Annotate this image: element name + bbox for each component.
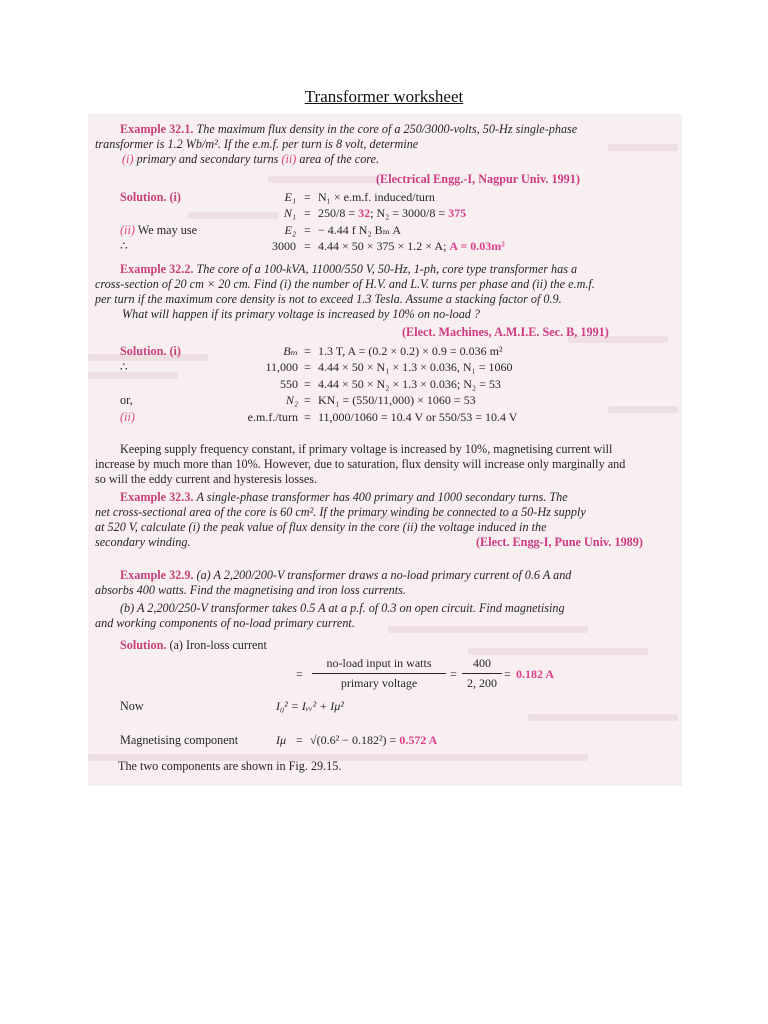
ex2-line-2: cross-section of 20 cm × 20 cm. Find (i) the number of H.V. and L.V. turns per phase and (ii) the e.m.f. [95, 277, 595, 291]
ex1-eq2-part: 250/8 = [318, 206, 359, 220]
ex2-line-4: What will happen if its primary voltage is increased by 10% on no-load ? [122, 307, 481, 321]
equals-sign: = [304, 206, 311, 220]
ex4-solution-label: Solution. [120, 638, 167, 652]
ex2-eq4-lhs: N₂ [285, 393, 298, 407]
magnetising-expression [310, 733, 437, 748]
magnetising-result: 0.572 A [399, 733, 438, 747]
ex2-eq3-lhs: 550 [280, 377, 298, 391]
ex4-solution-line [120, 638, 267, 653]
ex2-line-1 [120, 262, 577, 277]
ex3-text: A single-phase transformer has 400 primary and 1000 secondary turns. The [196, 490, 568, 504]
page-title: Transformer worksheet [304, 87, 464, 106]
ex2-or-label: or, [120, 393, 133, 407]
therefore-symbol: ∴ [120, 239, 128, 253]
bleed-through [268, 176, 378, 183]
ex1-eq4-lhs: 3000 [272, 239, 296, 253]
bleed-through [468, 648, 648, 655]
ex1-line-1 [120, 122, 577, 137]
fraction-numerator: 400 [473, 656, 491, 670]
ex3-line-3: at 520 V, calculate (i) the peak value of flux density in the core (ii) the voltage induced in the [95, 520, 547, 534]
ex1-solution-label: Solution. (i) [120, 190, 181, 204]
ex1-eq4-rhs [318, 239, 505, 254]
ex1-line-3 [122, 152, 379, 167]
ex1-eq3-rhs: − 4.44 f N₂ Bₘ A [318, 223, 401, 237]
fraction-denominator: 2, 200 [467, 676, 497, 690]
ex1-step-label [120, 223, 197, 238]
magnetising-label: Magnetising component [120, 733, 239, 747]
ex2-eq5-rhs: 11,000/1060 = 10.4 V or 550/53 = 10.4 V [318, 410, 518, 424]
ex4-text: (a) A 2,200/200-V transformer draws a no-load primary current of 0.6 A and [196, 568, 572, 582]
ex1-eq2-part: ; N₂ = 3000/8 = [370, 206, 449, 220]
therefore-symbol: ∴ [120, 360, 128, 374]
ex1-eq1-lhs: E₁ [284, 190, 296, 204]
para-line-3: so will the eddy current and hysteresis losses. [95, 472, 318, 486]
ex1-core-area: A = 0.03m² [449, 239, 505, 253]
fraction-numerator: no-load input in watts [326, 656, 432, 670]
equals-sign: = [304, 344, 311, 358]
current-relation: I₀² = Iᵥᵥ² + Iμ² [276, 699, 344, 713]
ex2-eq4-rhs: KN₁ = (550/11,000) × 1060 = 53 [318, 393, 476, 407]
iron-loss-current-result: 0.182 A [516, 667, 555, 681]
ex2-step-number: (ii) [120, 410, 135, 424]
equals-sign: = [304, 377, 311, 391]
equals-sign: = [304, 239, 311, 253]
ex3-source: (Elect. Engg-I, Pune Univ. 1989) [476, 535, 643, 549]
ex4-line-2: absorbs 400 watts. Find the magnetising and iron loss currents. [95, 583, 406, 597]
magnetising-formula: √(0.6² − 0.182²) = [310, 733, 400, 747]
fraction-bar [312, 673, 446, 674]
ex1-source: (Electrical Engg.-I, Nagpur Univ. 1991) [376, 172, 580, 186]
ex1-eq2-lhs: N₁ [283, 206, 296, 220]
ex1-q2-text: area of the core. [299, 152, 380, 166]
equals-sign: = [304, 360, 311, 374]
ex3-line-2: net cross-sectional area of the core is 60 cm². If the primary winding be connected to a 50-Hz supply [95, 505, 586, 519]
ex1-text: The maximum flux density in the core of a 250/3000-volts, 50-Hz single-phase [196, 122, 578, 136]
ex2-eq1-rhs: 1.3 T, A = (0.2 × 0.2) × 0.9 = 0.036 m² [318, 344, 503, 358]
ex1-line-2: transformer is 1.2 Wb/m². If the e.m.f. per turn is 8 volt, determine [95, 137, 419, 151]
ex1-q1-text: primary and secondary turns [136, 152, 279, 166]
ex2-solution-label: Solution. (i) [120, 344, 181, 358]
ex1-q2-number: (ii) [281, 152, 297, 166]
ex4-heading: Example 32.9. [120, 568, 194, 582]
ex2-eq3-rhs: 4.44 × 50 × N₂ × 1.3 × 0.036; N₂ = 53 [318, 377, 501, 391]
fraction-bar [462, 673, 502, 674]
ex1-secondary-turns: 375 [448, 206, 467, 220]
ex2-source: (Elect. Machines, A.M.I.E. Sec. B, 1991) [402, 325, 609, 339]
ex1-q1-number: (i) [122, 152, 134, 166]
bleed-through [608, 406, 678, 413]
ex2-line-3: per turn if the maximum core density is not to exceed 1.3 Tesla. Assume a stacking factor of 0.9. [95, 292, 562, 306]
equals-sign: = [504, 667, 511, 681]
fraction-denominator: primary voltage [340, 676, 418, 690]
ex1-primary-turns: 32 [358, 206, 371, 220]
ex1-eq2-rhs [318, 206, 466, 221]
equals-sign: = [296, 733, 303, 747]
ex4-line-1 [120, 568, 571, 583]
ex4-line-3: (b) A 2,200/250-V transformer takes 0.5 A at a p.f. of 0.3 on open circuit. Find magnetising [120, 601, 565, 615]
ex4-line-4: and working components of no-load primary current. [95, 616, 355, 630]
bleed-through [388, 626, 588, 633]
bleed-through [88, 372, 178, 379]
ex1-step-text: We may use [137, 223, 197, 237]
ex3-line-4: secondary winding. [95, 535, 191, 549]
ex2-text: The core of a 100-kVA, 11000/550 V, 50-Hz, 1-ph, core type transformer has a [196, 262, 578, 276]
now-label: Now [120, 699, 144, 713]
bleed-through [528, 714, 678, 721]
ex1-eq3-lhs: E₂ [284, 223, 296, 237]
closing-line: The two components are shown in Fig. 29.15. [118, 759, 342, 773]
magnetising-symbol: Iμ [276, 733, 287, 747]
ex2-eq2-rhs: 4.44 × 50 × N₁ × 1.3 × 0.036, N₁ = 1060 [318, 360, 513, 374]
para-line-1: Keeping supply frequency constant, if primary voltage is increased by 10%, magnetising current will [120, 442, 613, 456]
equals-sign: = [450, 667, 457, 681]
ex3-line-1 [120, 490, 568, 505]
ex2-eq2-lhs: 11,000 [265, 360, 298, 374]
equals-sign: = [304, 393, 311, 407]
para-line-2: increase by much more than 10%. However, due to saturation, flux density will increase only marginally and [95, 457, 626, 471]
equals-sign: = [304, 410, 311, 424]
equals-sign: = [304, 223, 311, 237]
equals-sign: = [296, 667, 303, 681]
ex1-eq1-rhs: N₁ × e.m.f. induced/turn [318, 190, 435, 204]
equals-sign: = [304, 190, 311, 204]
ex3-heading: Example 32.3. [120, 490, 194, 504]
ex1-eq4-part: 4.44 × 50 × 375 × 1.2 × A; [318, 239, 450, 253]
ex2-eq5-lhs: e.m.f./turn [247, 410, 298, 424]
ex2-eq1-lhs: Bₘ [283, 344, 298, 358]
ex1-heading: Example 32.1. [120, 122, 194, 136]
ex4-solution-text: (a) Iron-loss current [169, 638, 267, 652]
bleed-through [608, 144, 678, 151]
ex1-step-number: (ii) [120, 223, 135, 237]
ex2-heading: Example 32.2. [120, 262, 194, 276]
